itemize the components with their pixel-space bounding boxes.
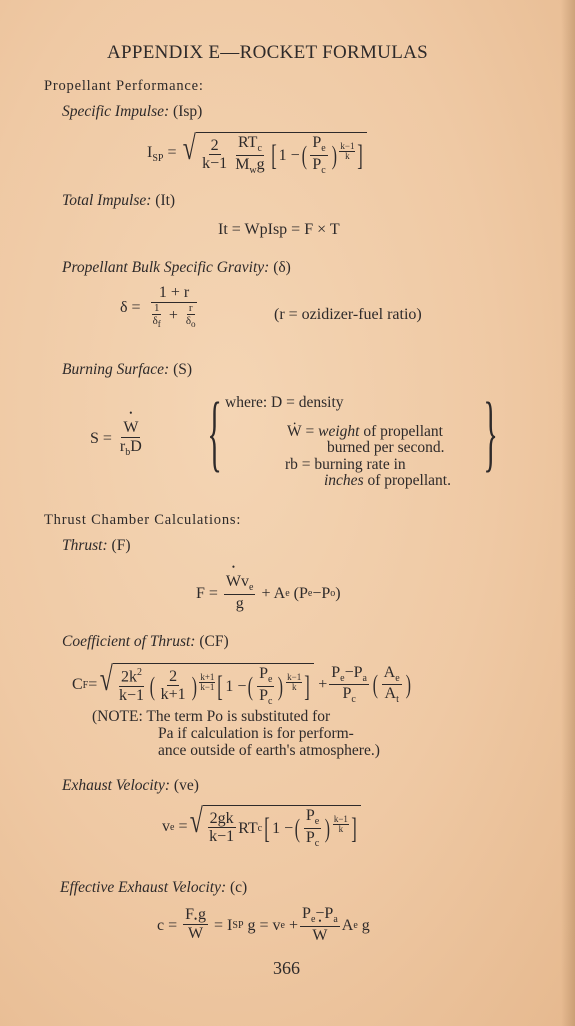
burning-surface-label: Burning Surface: [62,361,170,378]
specific-impulse-label: Specific Impulse: [62,103,170,120]
exhaust-velocity-formula: v e = √ $\frac{2gk}{k-1}$ RT c [ 1 − ( $\frac{P_e}{P_c}$ ) k−1 k ] [162,805,361,849]
where-inches-italic: inches [324,472,364,489]
specific-impulse-symbol: (Isp) [173,103,203,120]
thrust-symbol: (F) [111,537,131,554]
thrust-formula: F = • $\frac{Wv_e}{g}$ + A e (P e −P o ) [196,574,341,613]
left-brace: { [207,384,222,480]
where-rate: rb = burning rate in [285,456,406,473]
bulk-gravity-note: (r = ozidizer-fuel ratio) [274,306,422,323]
burning-surface-formula: S = • $\frac{W}{r_bD}$ [90,420,146,458]
exhaust-velocity-heading [62,777,199,795]
specific-impulse-heading [62,103,202,121]
total-impulse-formula: It = WpIsp = F × T [218,221,340,238]
formula-lhs: $I_{SP}$ = [147,144,181,165]
coefficient-note-1: (NOTE: The term Po is substituted for [92,708,331,725]
bulk-gravity-symbol: (δ) [273,259,291,276]
coefficient-thrust-symbol: (CF) [199,633,229,650]
effective-exhaust-heading [60,879,247,897]
sqrt: √ $\frac{2}{k-1}$ $\frac{RT_c}{M_wg}$ [ 1 − ( $\frac{P_e}{P_c}$ ) k−1 k ] [180,132,367,176]
total-impulse-symbol: (It) [155,192,176,209]
coefficient-thrust-formula: C F = √ $\frac{2k^2}{k-1}$ ( $\frac{2}{k+1}$ ) k+1 k−1 [ 1 − ( $\frac{P_e}{P_c}$ ) k−1 k ] + $\frac{P_e-P_a}{P_c}$ ( $\frac{A_e}{A_t}$ ) [72,661,411,707]
exhaust-velocity-label: Exhaust Velocity: [62,777,171,794]
thrust-heading [62,537,130,555]
total-impulse-heading [62,192,175,210]
bulk-gravity-label: Propellant Bulk Specific Gravity: [62,259,270,276]
effective-exhaust-label: Effective Exhaust Velocity: [60,879,227,896]
coefficient-thrust-label: Coefficient of Thrust: [62,633,196,650]
burning-surface-heading [62,361,192,379]
burning-surface-symbol: (S) [173,361,193,378]
bulk-gravity-formula: δ = 1 + r $\frac{1}{\delta_f}$ + $\frac{r}{\delta_o}$ [120,284,196,330]
page-number: 366 [273,958,300,978]
right-brace: } [483,384,498,480]
coefficient-note-3: ance outside of earth's atmosphere.) [158,742,380,759]
effective-exhaust-formula: c = F g • W = I SP g = v e + $P_e-P_a$ • W A e g [157,906,370,945]
coefficient-thrust-heading [62,633,229,651]
where-inches [324,472,451,490]
exhaust-velocity-symbol: (ve) [173,777,199,794]
section-propellant-performance: Propellant Performance: [44,78,204,94]
page-edge-shadow [561,0,575,1026]
specific-impulse-formula [147,132,367,176]
effective-exhaust-symbol: (c) [230,879,248,896]
section-thrust-chamber: Thrust Chamber Calculations: [44,512,242,528]
where-weight-italic: weight [318,423,360,440]
page-title: APPENDIX E—ROCKET FORMULAS [107,42,428,63]
bulk-gravity-heading [62,259,291,277]
where-burned: burned per second. [327,439,445,456]
where-weight-rest: of propellant [359,423,443,440]
coefficient-note-2: Pa if calculation is for perform- [158,725,354,742]
where-density: where: D = density [225,394,344,411]
thrust-label: Thrust: [62,537,108,554]
total-impulse-label: Total Impulse: [62,192,152,209]
where-weight-symbol: Ẇ = [287,423,319,440]
where-inches-rest: of propellant. [363,472,451,489]
